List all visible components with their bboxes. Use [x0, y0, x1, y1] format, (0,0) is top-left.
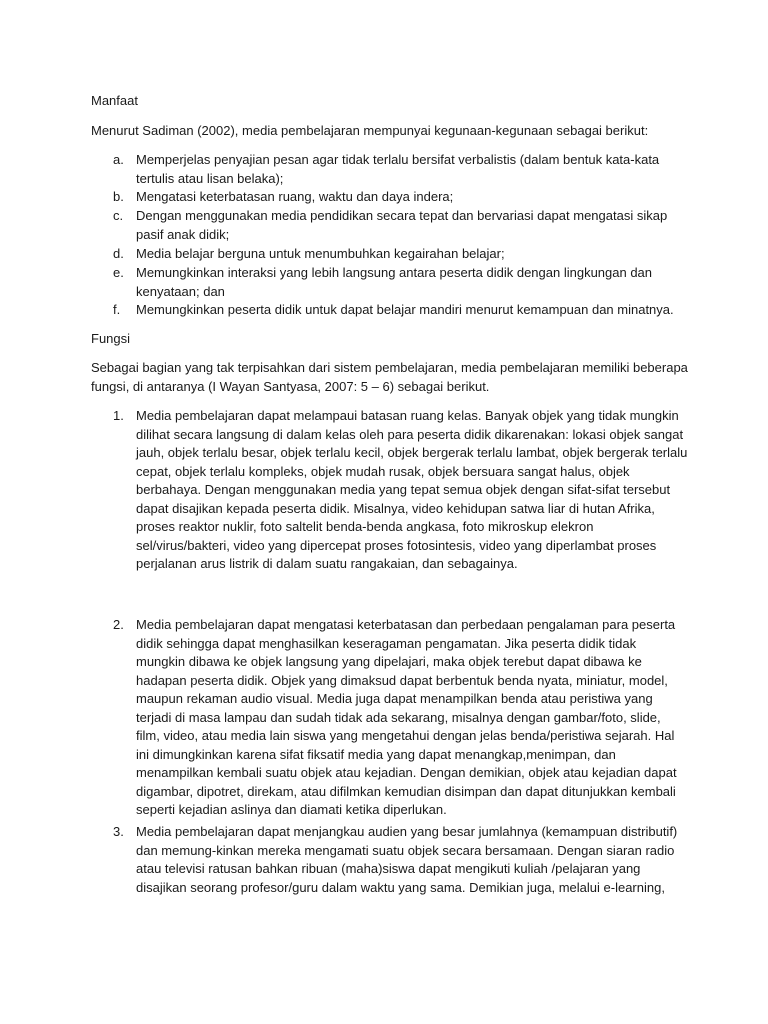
- list-item-text: Mengatasi keterbatasan ruang, waktu dan daya indera;: [136, 189, 454, 204]
- numbered-item-1: [91, 407, 688, 577]
- list-marker: f.: [113, 302, 121, 317]
- fungsi-intro: Sebagai bagian yang tak terpisahkan dari sistem pembelajaran, media pembelajaran memiliki beberapa fungsi, di antaranya (I Wayan Santyasa, 2007: 5 – 6) sebagai berikut.: [91, 360, 688, 394]
- list-item-c: [91, 207, 688, 244]
- heading-fungsi: Fungsi: [91, 331, 131, 346]
- list-item-text: Dengan menggunakan media pendidikan secara tepat dan bervariasi dapat mengatasi sikap pasif anak didik;: [136, 208, 668, 242]
- list-item-text: Media pembelajaran dapat menjangkau audien yang besar jumlahnya (kemampuan distributif) dan memung-kinkan mereka mengamati suatu objek secara bersamaan. Dengan siaran radio atau televisi ratusan bahkan ribuan (maha)siswa dapat mengikuti kuliah /pelajaran yang disajikan seorang profesor/guru dalam waktu yang sama. Demikian juga, melalui e-learning,: [136, 824, 678, 895]
- list-item-b: [91, 188, 688, 207]
- numbered-item-2: [91, 616, 688, 817]
- list-item-text: Memungkinkan peserta didik untuk dapat belajar mandiri menurut kemampuan dan minatnya.: [136, 302, 674, 317]
- heading-manfaat: Manfaat: [91, 93, 138, 108]
- list-marker: 1.: [113, 408, 124, 423]
- manfaat-intro: Menurut Sadiman (2002), media pembelajaran mempunyai kegunaan-kegunaan sebagai berikut:: [91, 123, 649, 138]
- list-marker: a.: [113, 152, 124, 167]
- list-marker: 3.: [113, 824, 124, 839]
- list-marker: c.: [113, 208, 124, 223]
- list-item-d: [91, 245, 688, 264]
- list-item-text: Media pembelajaran dapat melampaui batasan ruang kelas. Banyak objek yang tidak mungkin dilihat secara langsung di dalam kelas oleh para peserta didik dikarenakan: lokasi objek sangat jauh, objek terlalu besar, objek terlalu kecil, objek bergerak terlalu lambat, objek bergerak terlalu cepat, objek terlalu kompleks, objek mudah rusak, objek bersuara sangat halus, objek berbahaya. Dengan menggunakan media yang tepat semua objek dengan sifat-sifat tersebut dapat disajikan kepada peserta didik. Misalnya, video kehidupan satwa liar di hutan Afrika, proses reaktor nuklir, foto saltelit benda-benda angkasa, foto mikroskup elekron sel/virus/bakteri, video yang dipercepat proses fotosintesis, video yang diperlambat proses perjalanan arus listrik di dalam suatu rangakaian, dan sebagainya.: [136, 408, 688, 571]
- list-item-text: Media pembelajaran dapat mengatasi keterbatasan dan perbedaan pengalaman para peserta didik sehingga dapat menghasilkan keseragaman pengamatan. Jika peserta didik tidak mungkin dibawa ke objek langsung yang dipelajari, maka objek terebut dapat dibawa ke hadapan peserta didik. Objek yang dimaksud dapat berbentuk benda nyata, miniatur, model, maupun rekaman audio visual. Media juga dapat menampilkan benda atau peristiwa yang terjadi di masa lampau dan sudah tidak ada sekarang, misalnya dengan gambar/foto, slide, film, video, atau media lain siswa yang mengetahui dengan jelas benda/peristiwa sejarah. Hal ini dimungkinkan karena sifat fiksatif media yang dapat menangkap,menimpan, dan menampilkan kembali suatu objek atau kejadian. Dengan demikian, objek atau kejadian dapat digambar, dipotret, direkam, atau difilmkan kemudian disimpan dan dapat ditunjukkan kembali seperti kejadian aslinya dan diamati ketika diperlukan.: [136, 617, 677, 817]
- list-item-text: Memungkinkan interaksi yang lebih langsung antara peserta didik dengan lingkungan dan kenyataan; dan: [136, 265, 653, 299]
- numbered-item-3: [91, 823, 688, 923]
- list-marker: d.: [113, 246, 124, 261]
- list-marker: 2.: [113, 617, 124, 632]
- list-marker: e.: [113, 265, 124, 280]
- list-item-f: [91, 301, 688, 320]
- list-item-a: [91, 151, 688, 188]
- list-item-text: Media belajar berguna untuk menumbuhkan kegairahan belajar;: [136, 246, 505, 261]
- list-item-text: Memperjelas penyajian pesan agar tidak terlalu bersifat verbalistis (dalam bentuk kata-kata tertulis atau lisan belaka);: [136, 152, 660, 186]
- list-marker: b.: [113, 189, 124, 204]
- list-item-e: [91, 264, 688, 301]
